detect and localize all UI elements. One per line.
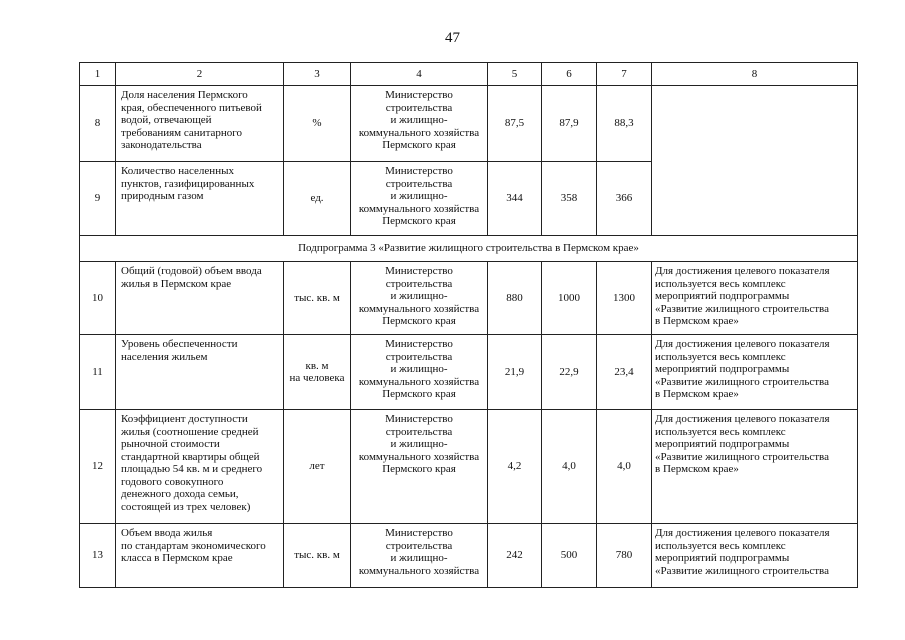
indicator-name-line: площадью 54 кв. м и среднего	[121, 463, 263, 475]
indicator-name-line: требованиям санитарного	[121, 126, 243, 139]
unit-line: %	[312, 117, 322, 130]
responsible-org	[351, 162, 488, 236]
note-line: в Пермском крае»	[655, 388, 739, 400]
note-line: используется весь комплекс	[655, 350, 786, 363]
page-number: 47	[445, 30, 460, 46]
indicator-name-line: Объем ввода жилья	[121, 527, 213, 539]
header-cell: 6	[542, 63, 597, 86]
responsible-org-line: строительства	[385, 101, 453, 114]
row-number: 13	[80, 524, 116, 588]
value-col7: 4,0	[597, 410, 652, 524]
table-row	[80, 524, 858, 588]
note-line: используется весь комплекс	[655, 277, 786, 290]
row-number: 9	[80, 162, 116, 236]
note	[652, 524, 858, 588]
indicator-name-line: Уровень обеспеченности	[121, 338, 238, 350]
indicator-name	[116, 262, 284, 335]
indicators-table	[79, 62, 858, 588]
value-col5: 880	[488, 262, 542, 335]
value-col7: 780	[597, 524, 652, 588]
subprogram-row	[80, 236, 858, 262]
row-number: 11	[80, 335, 116, 410]
note-line: в Пермском крае»	[655, 315, 739, 327]
unit	[284, 162, 351, 236]
unit-line: тыс. кв. м	[294, 549, 340, 562]
responsible-org-line: коммунального хозяйства	[358, 126, 480, 139]
indicator-name-line: годового совокупного	[121, 475, 224, 488]
responsible-org	[351, 262, 488, 335]
responsible-org-line: Министерство	[385, 165, 453, 177]
value-col6: 87,9	[542, 86, 597, 162]
row-number: 8	[80, 86, 116, 162]
note-line: «Развитие жилищного строительства	[655, 302, 829, 315]
subprogram-title: Подпрограмма 3 «Развитие жилищного строительства в Пермском крае»	[80, 236, 858, 262]
unit-line: лет	[309, 460, 325, 473]
unit	[284, 524, 351, 588]
indicator-name-line: водой, отвечающей	[121, 114, 212, 126]
value-col6: 358	[542, 162, 597, 236]
responsible-org	[351, 335, 488, 410]
note-line: «Развитие жилищного строительства	[655, 450, 829, 463]
responsible-org-line: строительства	[385, 177, 453, 190]
note	[652, 262, 858, 335]
indicator-name	[116, 410, 284, 524]
responsible-org-line: Министерство	[385, 265, 453, 277]
responsible-org-line: Министерство	[385, 527, 453, 539]
note-line: мероприятий подпрограммы	[655, 438, 790, 450]
row-number: 10	[80, 262, 116, 335]
header-cell: 4	[351, 63, 488, 86]
responsible-org-line: Министерство	[385, 89, 453, 101]
responsible-org-line: строительства	[385, 539, 453, 552]
unit-line: на человека	[289, 372, 345, 384]
value-col7: 88,3	[597, 86, 652, 162]
indicator-name-line: природным газом	[121, 190, 204, 202]
unit	[284, 86, 351, 162]
responsible-org-line: Министерство	[385, 413, 453, 425]
note-line: мероприятий подпрограммы	[655, 363, 790, 375]
note-line: мероприятий подпрограммы	[655, 552, 790, 564]
indicator-name-line: класса в Пермском крае	[121, 552, 233, 564]
responsible-org-line: Пермского края	[382, 463, 456, 475]
value-col7: 366	[597, 162, 652, 236]
responsible-org-line: и жилищно-	[390, 190, 448, 202]
header-cell: 3	[284, 63, 351, 86]
row-number: 12	[80, 410, 116, 524]
responsible-org-line: коммунального хозяйства	[358, 564, 480, 577]
responsible-org-line: Пермского края	[382, 139, 456, 151]
responsible-org	[351, 410, 488, 524]
header-cell: 5	[488, 63, 542, 86]
indicator-name-line: стандартной квартиры общей	[121, 450, 260, 463]
responsible-org-line: строительства	[385, 350, 453, 363]
indicator-name-line: Доля населения Пермского	[121, 89, 248, 101]
note-line: Для достижения целевого показателя	[655, 527, 830, 539]
value-col5: 4,2	[488, 410, 542, 524]
indicator-name-line: по стандартам экономического	[121, 539, 266, 552]
value-col5: 21,9	[488, 335, 542, 410]
note-line: используется весь комплекс	[655, 425, 786, 438]
responsible-org-line: Пермского края	[382, 315, 456, 327]
indicator-name	[116, 524, 284, 588]
note-line: в Пермском крае»	[655, 463, 739, 475]
responsible-org	[351, 524, 488, 588]
note-line: Для достижения целевого показателя	[655, 413, 830, 425]
responsible-org	[351, 86, 488, 162]
header-cell: 1	[80, 63, 116, 86]
responsible-org-line: коммунального хозяйства	[358, 302, 480, 315]
indicator-name-line: жилья в Пермском крае	[121, 277, 232, 290]
unit-line: тыс. кв. м	[294, 291, 340, 304]
value-col5: 344	[488, 162, 542, 236]
responsible-org-line: Пермского края	[382, 215, 456, 227]
table-row	[80, 410, 858, 524]
indicator-name-line: Количество населенных	[121, 165, 234, 177]
responsible-org-line: Министерство	[385, 338, 453, 350]
indicator-name-line: рыночной стоимости	[121, 438, 220, 450]
note-line: «Развитие жилищного строительства	[655, 375, 829, 388]
value-col6: 500	[542, 524, 597, 588]
note-empty	[652, 86, 858, 236]
unit-line: ед.	[310, 192, 324, 205]
responsible-org-line: коммунального хозяйства	[358, 375, 480, 388]
value-col5: 87,5	[488, 86, 542, 162]
header-row	[80, 63, 858, 86]
value-col6: 22,9	[542, 335, 597, 410]
responsible-org-line: и жилищно-	[390, 114, 448, 126]
responsible-org-line: строительства	[385, 425, 453, 438]
value-col6: 1000	[542, 262, 597, 335]
indicator-name-line: законодательства	[121, 139, 202, 151]
unit-line: кв. м	[305, 359, 329, 372]
indicator-name	[116, 335, 284, 410]
responsible-org-line: Пермского края	[382, 388, 456, 400]
indicator-name-line: Общий (годовой) объем ввода	[121, 265, 262, 277]
note	[652, 335, 858, 410]
unit	[284, 262, 351, 335]
note-line: Для достижения целевого показателя	[655, 338, 830, 350]
table-row	[80, 86, 858, 162]
header-cell: 8	[652, 63, 858, 86]
responsible-org-line: и жилищно-	[390, 363, 448, 375]
responsible-org-line: и жилищно-	[390, 290, 448, 302]
indicator-name	[116, 86, 284, 162]
unit	[284, 335, 351, 410]
header-cell: 2	[116, 63, 284, 86]
unit	[284, 410, 351, 524]
table-row	[80, 262, 858, 335]
responsible-org-line: строительства	[385, 277, 453, 290]
responsible-org-line: и жилищно-	[390, 438, 448, 450]
table-row	[80, 335, 858, 410]
indicator-name-line: жилья (соотношение средней	[121, 425, 259, 438]
indicator-name-line: населения жильем	[121, 350, 208, 363]
indicator-name-line: состоящей из трех человек)	[121, 500, 251, 513]
note-line: Для достижения целевого показателя	[655, 265, 830, 277]
note-line: мероприятий подпрограммы	[655, 290, 790, 302]
indicator-name-line: края, обеспеченного питьевой	[121, 101, 262, 114]
value-col7: 23,4	[597, 335, 652, 410]
note-line: используется весь комплекс	[655, 539, 786, 552]
responsible-org-line: коммунального хозяйства	[358, 450, 480, 463]
value-col5: 242	[488, 524, 542, 588]
header-cell: 7	[597, 63, 652, 86]
responsible-org-line: коммунального хозяйства	[358, 202, 480, 215]
note-line: «Развитие жилищного строительства	[655, 564, 829, 577]
value-col6: 4,0	[542, 410, 597, 524]
value-col7: 1300	[597, 262, 652, 335]
responsible-org-line: и жилищно-	[390, 552, 448, 564]
indicator-name	[116, 162, 284, 236]
indicator-name-line: Коэффициент доступности	[121, 413, 248, 425]
indicator-name-line: денежного дохода семьи,	[121, 488, 239, 500]
indicator-name-line: пунктов, газифицированных	[121, 177, 255, 190]
note	[652, 410, 858, 524]
